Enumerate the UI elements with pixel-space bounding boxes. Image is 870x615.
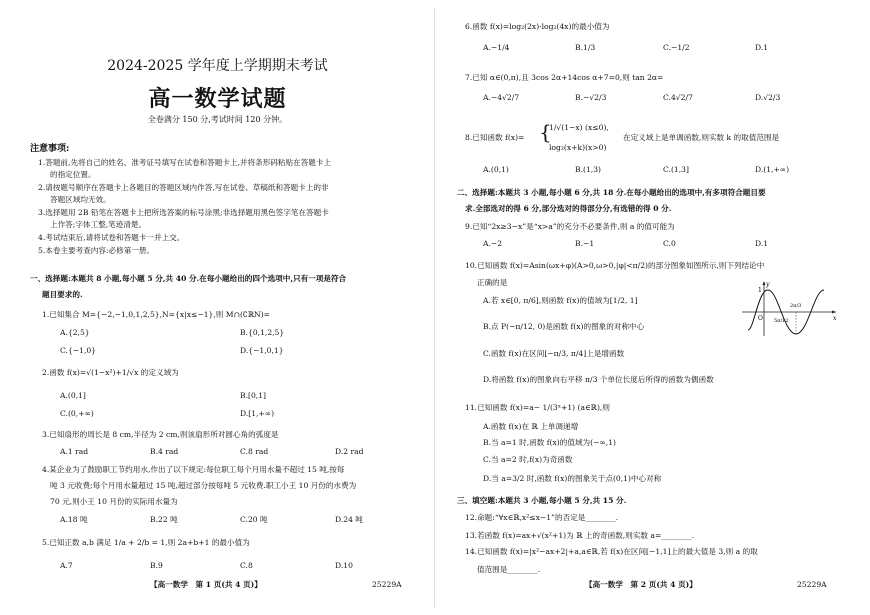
question-7-option-b: B.−√2/3	[575, 93, 607, 102]
question-4-option-d: D.24 吨	[335, 515, 363, 524]
question-6-option-d: D.1	[755, 43, 769, 52]
section-2-heading: 二、选择题:本题共 3 小题,每小题 6 分,共 18 分.在每小题给出的选项中,有多项符合题目要	[457, 188, 766, 197]
graph-tick-2pi-3: 2π/3	[790, 303, 802, 309]
graph-y-label: y	[766, 281, 770, 288]
question-8-option-b: B.(1,3)	[575, 165, 601, 174]
question-7-stem: 7.已知 α∈(0,π),且 3cos 2α+14cos α+7=0,则 tan 2α=	[465, 73, 664, 82]
graph-tick-5pi-12: 5π/12	[774, 318, 789, 324]
section-1-heading-cont: 题目要求的.	[42, 290, 83, 299]
question-5-option-b: B.9	[150, 561, 163, 570]
question-4-option-a: A.18 吨	[60, 515, 88, 524]
section-1-heading: 一、选择题:本题共 8 小题,每小题 5 分,共 40 分.在每小题给出的四个选项中,只有一项是符合	[30, 274, 347, 283]
question-10-option-d: D.将函数 f(x)的图象向右平移 π/3 个单位长度后所得的函数为偶函数	[483, 375, 714, 384]
question-3-stem: 3.已知扇形的周长是 8 cm,半径为 2 cm,则该扇形所对圆心角的弧度是	[42, 430, 279, 439]
section-2-heading-cont: 求.全部选对的得 6 分,部分选对的得部分分,有选错的得 0 分.	[465, 204, 672, 213]
exam-subtitle: 全卷满分 150 分,考试时间 120 分钟。	[147, 115, 288, 124]
question-11-option-b: B.当 a=1 时,函数 f(x)的值域为(−∞,1)	[483, 438, 616, 447]
question-8-case-2: log₂(x+k)(x>0)	[549, 143, 607, 152]
question-11-option-d: D.当 a=3/2 时,函数 f(x)的图象关于点(0,1)中心对称	[483, 474, 662, 483]
question-2-option-c: C.(0,+∞)	[60, 409, 94, 418]
question-7-option-c: C.4√2/7	[663, 93, 693, 102]
question-3-option-c: C.8 rad	[240, 447, 269, 456]
question-1-option-c: C.{−1,0}	[60, 346, 97, 355]
question-3-option-b: B.4 rad	[150, 447, 179, 456]
question-6-option-b: B.1/3	[575, 43, 596, 52]
question-14: 14.已知函数 f(x)=|x²−ax+2|+a,a∈ℝ,若 f(x)在区间[−1,1]上的最大值是 3,则 a 的取	[465, 547, 758, 556]
question-10-option-b: B.点 P(−π/12, 0)是函数 f(x)的图象的对称中心	[483, 322, 645, 331]
question-5-stem: 5.已知正数 a,b 满足 1/a + 2/b = 1,则 2a+b+1 的最小值为	[42, 538, 250, 547]
note-line: 答题区域均无效。	[50, 195, 111, 204]
footer-code: 25229A	[797, 580, 827, 589]
question-3-option-a: A.1 rad	[60, 447, 89, 456]
question-1-stem: 1.已知集合 M={−2,−1,0,1,2,5},N={x|x≤−1},则 M∩(∁ℝN)=	[42, 310, 271, 319]
question-8-lead: 8.已知函数 f(x)=	[465, 133, 525, 142]
question-5-option-c: C.8	[240, 561, 253, 570]
question-6-option-a: A.−1/4	[483, 43, 510, 52]
question-13: 13.若函数 f(x)=ax+√(x²+1)为 ℝ 上的奇函数,则实数 a=________.	[465, 531, 695, 540]
question-11-option-a: A.函数 f(x)在 ℝ 上单调递增	[483, 422, 579, 431]
question-10-graph	[740, 278, 840, 338]
question-9-option-b: B.−1	[575, 239, 595, 248]
question-11-option-c: C.当 a=2 时,f(x)为奇函数	[483, 455, 573, 464]
question-11-stem: 11.已知函数 f(x)=a− 1/(3ˣ+1) (a∈ℝ),则	[465, 403, 610, 412]
question-2-option-d: D.[1,+∞)	[240, 409, 275, 418]
footer-page-label: 【高一数学 第 2 页(共 4 页)】	[585, 580, 697, 589]
question-1-option-d: D.{−1,0,1}	[240, 346, 284, 355]
exam-title-main: 高一数学试题	[148, 86, 287, 112]
footer-code: 25229A	[372, 580, 402, 589]
note-line: 4.考试结束后,请将试卷和答题卡一并上交。	[38, 233, 185, 242]
question-4-stem-cont: 吨 3 元收费;每个月用水量超过 15 吨,超过部分按每吨 5 元收费.职工小王 10 月份的水费为	[50, 481, 357, 490]
question-9-stem: 9.已知“2x≥3−x”是“x>a”的充分不必要条件,则 a 的值可能为	[465, 222, 675, 231]
question-8-option-c: C.(1,3]	[663, 165, 689, 174]
question-8-case-1: 1/√(1−x) (x≤0),	[549, 123, 609, 132]
question-4-option-b: B.22 吨	[150, 515, 178, 524]
question-5-option-a: A.7	[60, 561, 73, 570]
question-1-option-a: A.{2,5}	[60, 328, 90, 337]
graph-x-label: x	[833, 315, 837, 322]
question-3-option-d: D.2 rad	[335, 447, 364, 456]
question-4-option-c: C.20 吨	[240, 515, 268, 524]
question-7-option-a: A.−4√2/7	[483, 93, 520, 102]
question-9-option-c: C.0	[663, 239, 676, 248]
note-line: 3.选择题用 2B 铅笔在答题卡上把所选答案的标号涂黑;非选择题用黑色签字笔在答题卡	[38, 208, 329, 217]
piecewise-brace: {	[539, 120, 552, 144]
question-2-stem: 2.函数 f(x)=√(1−x²)+1/√x 的定义域为	[42, 368, 179, 377]
question-2-option-b: B.[0,1]	[240, 391, 266, 400]
question-10-stem-cont: 正确的是	[477, 278, 508, 287]
graph-origin-label: O	[758, 315, 763, 322]
question-4-stem: 4.某企业为了鼓励职工节约用水,作出了以下规定:每位职工每个月用水量不超过 15 吨,按每	[42, 465, 345, 474]
question-8-option-d: D.(1,+∞)	[755, 165, 790, 174]
notes-heading: 注意事项:	[30, 144, 70, 154]
graph-x-arrow	[832, 311, 836, 314]
question-10-stem: 10.已知函数 f(x)=Asin(ωx+φ)(A>0,ω>0,|φ|<π/2)的部分图象如图所示,则下列结论中	[465, 261, 765, 270]
note-line: 上作答;字体工整,笔迹清楚。	[50, 220, 147, 229]
question-5-option-d: D.10	[335, 561, 353, 570]
graph-tick-one: 1	[758, 287, 762, 294]
question-1-option-b: B.{0,1,2,5}	[240, 328, 285, 337]
question-9-option-a: A.−2	[483, 239, 503, 248]
question-8-option-a: A.(0,1)	[483, 165, 509, 174]
question-10-option-c: C.函数 f(x)在区间[−π/3, π/4]上是增函数	[483, 349, 625, 358]
question-6-stem: 6.函数 f(x)=log₂(2x)·log₂(4x)的最小值为	[465, 22, 610, 31]
question-7-option-d: D.√2/3	[755, 93, 781, 102]
question-12: 12.命题:“∀x∈ℝ,x²≤x−1”的否定是________.	[465, 513, 619, 522]
exam-title-year: 2024-2025 学年度上学期期末考试	[107, 58, 328, 74]
note-line: 5.本卷主要考查内容:必修第一册。	[38, 246, 155, 255]
note-line: 2.请按题号顺序在答题卡上各题目的答题区域内作答,写在试卷、草稿纸和答题卡上的非	[38, 183, 329, 192]
question-10-option-a: A.若 x∈[0, π/6],则函数 f(x)的值域为[1/2, 1]	[483, 296, 638, 305]
question-4-stem-cont: 70 元,则小王 10 月份的实际用水量为	[50, 497, 178, 506]
section-3-heading: 三、填空题:本题共 3 小题,每小题 5 分,共 15 分.	[457, 496, 627, 505]
question-8-tail: 在定义域上是单调函数,则实数 k 的取值范围是	[623, 133, 780, 142]
question-2-option-a: A.(0,1]	[60, 391, 86, 400]
footer-page-label: 【高一数学 第 1 页(共 4 页)】	[150, 580, 262, 589]
exam-page-2	[435, 0, 870, 615]
question-6-option-c: C.−1/2	[663, 43, 690, 52]
question-14-cont: 值范围是________.	[477, 565, 541, 574]
note-line: 1.答题前,先将自己的姓名、准考证号填写在试卷和答题卡上,并将条形码粘贴在答题卡上	[38, 158, 332, 167]
note-line: 的指定位置。	[50, 170, 96, 179]
question-9-option-d: D.1	[755, 239, 769, 248]
